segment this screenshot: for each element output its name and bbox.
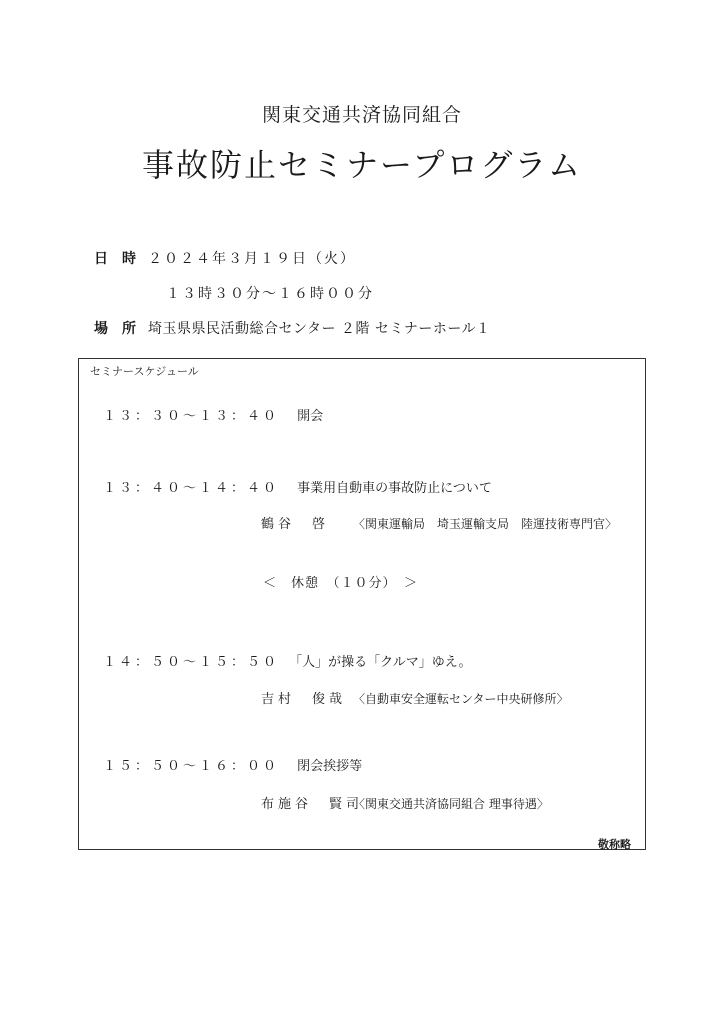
schedule-item-session-1	[103, 477, 492, 496]
speaker-row	[261, 793, 549, 812]
speaker-row	[261, 513, 617, 532]
schedule-topic: 事業用自動車の事故防止について	[297, 481, 492, 496]
schedule-time: １４：５０～１５：５０	[103, 655, 280, 670]
speaker-row	[261, 688, 569, 707]
place-label: 場 所	[94, 321, 136, 337]
schedule-item-session-2	[103, 651, 472, 670]
schedule-topic: 開会	[297, 409, 324, 424]
schedule-time: １５：５０～１６：００	[103, 759, 280, 774]
document-title: 事故防止セミナープログラム	[141, 146, 583, 184]
break-row: ＜ 休憩 （１０分） ＞	[263, 576, 419, 591]
place-row	[94, 318, 491, 338]
speaker-name: 吉村 俊哉	[261, 692, 347, 707]
speaker-affiliation: 〈関東交通共済協同組合 理事待遇〉	[353, 797, 549, 811]
date-row	[94, 248, 356, 268]
place-value: 埼玉県県民活動総合センター ２階 セミナーホール１	[148, 321, 491, 337]
date-label: 日 時	[94, 251, 136, 267]
speaker-name: 鶴谷 啓	[261, 517, 330, 532]
time-value: １３時３０分～１６時００分	[166, 286, 374, 302]
schedule-topic: 閉会挨拶等	[297, 759, 363, 774]
schedule-time: １３：３０～１３：４０	[103, 409, 280, 424]
schedule-item-closing	[103, 755, 362, 774]
schedule-label: セミナースケジュール	[90, 365, 199, 378]
honorific-note: 敬称略	[598, 838, 631, 851]
speaker-affiliation: 〈自動車安全運転センター中央研修所〉	[353, 692, 569, 706]
schedule-topic: 「人」が操る「クルマ」ゆえ。	[289, 655, 472, 670]
date-value: ２０２４年３月１９日（火）	[148, 251, 356, 267]
schedule-time: １３：４０～１４：４０	[103, 481, 280, 496]
speaker-name: 布施谷 賢司	[261, 797, 364, 812]
speaker-affiliation: 〈関東運輸局 埼玉運輸支局 陸運技術専門官〉	[353, 517, 618, 531]
organization-name: 関東交通共済協同組合	[261, 104, 462, 126]
schedule-box	[78, 358, 646, 850]
schedule-item-opening	[103, 405, 323, 424]
